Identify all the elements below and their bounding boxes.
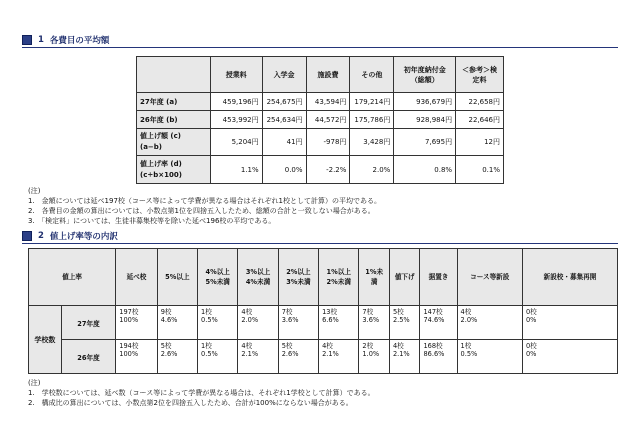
average-fees-table (136, 56, 504, 184)
increase-breakdown-table (28, 248, 618, 374)
count: 4校 (241, 308, 253, 316)
section-marker-icon (22, 231, 32, 241)
table2-header: 3%以上4%未満 (238, 249, 278, 306)
table-cell (522, 306, 617, 340)
table-cell: 2.0% (350, 156, 394, 184)
note-line: (注) (28, 379, 41, 387)
table1-header-admission: 入学金 (262, 57, 306, 93)
table-cell: 22,646円 (456, 111, 504, 129)
count: 9校 (160, 308, 172, 316)
count: 1校 (201, 308, 212, 316)
percent: 2.1% (241, 350, 259, 358)
table-cell (238, 340, 278, 374)
table2-row-group: 学校数 (29, 306, 62, 374)
count: 4校 (322, 342, 333, 350)
percent: 0.5% (201, 350, 218, 358)
count: 5校 (160, 342, 172, 350)
table-cell: 3,428円 (350, 129, 394, 156)
table-cell (319, 340, 359, 374)
percent: 2.0% (241, 316, 259, 324)
count: 197校 (119, 308, 139, 316)
table-cell: 254,675円 (262, 93, 306, 111)
note-line: 1. 学校数については、延べ数（コース等によって学費が異なる場合は、それぞれ1学校として計算）である。 (28, 389, 375, 397)
percent: 2.1% (392, 350, 410, 358)
percent: 1.0% (362, 350, 380, 358)
table1-corner (137, 57, 211, 93)
count: 5校 (392, 308, 404, 316)
count: 194校 (119, 342, 139, 350)
percent: 2.1% (322, 350, 339, 358)
count: 1校 (460, 342, 472, 350)
table2-header: コース等新設 (457, 249, 522, 306)
section-marker-icon (22, 35, 32, 45)
table1-header-exam-fee: ＜参考＞検定料 (456, 57, 504, 93)
table2-row-label: 26年度 (61, 340, 116, 374)
table-cell (389, 340, 420, 374)
percent: 2.6% (160, 350, 178, 358)
table-cell: 928,984円 (394, 111, 456, 129)
table1-header-tuition: 授業料 (210, 57, 262, 93)
table2-header: 2%以上3%未満 (278, 249, 318, 306)
section2-title: 値上げ率等の内訳 (49, 232, 118, 242)
table-cell (198, 306, 238, 340)
count: 168校 (423, 342, 443, 350)
table2-corner: 値上率 (29, 249, 116, 306)
percent: 2.5% (392, 316, 410, 324)
count: 4校 (392, 342, 404, 350)
table-cell (457, 340, 522, 374)
count: 0校 (525, 342, 537, 350)
table-cell (116, 340, 157, 374)
table-cell: 12円 (456, 129, 504, 156)
table-cell: 7,695円 (394, 129, 456, 156)
count: 7校 (362, 308, 374, 316)
table-cell: 1.1% (210, 156, 262, 184)
table1-row-label: 値上げ率 (d) (c÷b×100) (137, 156, 211, 184)
percent: 0.5% (201, 316, 218, 324)
count: 4校 (241, 342, 253, 350)
table-cell: 936,679円 (394, 93, 456, 111)
percent: 100% (119, 350, 139, 358)
table2-header: 5%以上 (157, 249, 197, 306)
table-cell (420, 306, 457, 340)
table-cell: 0.1% (456, 156, 504, 184)
table-cell: 44,572円 (306, 111, 350, 129)
table1-header-facility: 施設費 (306, 57, 350, 93)
table-cell: 0.8% (394, 156, 456, 184)
table-cell (359, 306, 390, 340)
table-cell (420, 340, 457, 374)
note-line: (注) (28, 187, 41, 195)
table-cell (522, 340, 617, 374)
section1-heading (22, 34, 109, 46)
note-line: 3. 「検定料」については、生徒非募集校等を除いた延べ196校の平均である。 (28, 217, 276, 225)
percent: 74.6% (423, 316, 445, 324)
percent: 0.5% (460, 350, 478, 358)
table-cell (359, 340, 390, 374)
table-cell (389, 306, 420, 340)
table-cell (238, 306, 278, 340)
table-cell: 5,204円 (210, 129, 262, 156)
percent: 100% (119, 316, 139, 324)
note-line: 2. 各費目の金額の算出については、小数点第1位を四捨五入したため、総額の合計と一致しない場合がある。 (28, 207, 375, 215)
count: 5校 (281, 342, 293, 350)
table-cell: 459,196円 (210, 93, 262, 111)
count: 13校 (322, 308, 338, 316)
table-cell: 41円 (262, 129, 306, 156)
table-cell: 254,634円 (262, 111, 306, 129)
count: 1校 (201, 342, 212, 350)
table2-header: 新設校・募集再開 (522, 249, 617, 306)
percent: 86.6% (423, 350, 445, 358)
table-cell: -978円 (306, 129, 350, 156)
section2-divider (22, 243, 618, 244)
percent: 0% (525, 316, 537, 324)
table-cell (198, 340, 238, 374)
count: 7校 (281, 308, 293, 316)
count: 0校 (525, 308, 537, 316)
table1-row-label: 値上げ額 (c) (a−b) (137, 129, 211, 156)
section1-number: 1 (38, 35, 44, 45)
note-line: 2. 構成比の算出については、小数点第2位を四捨五入したため、合計が100%にならない場合がある。 (28, 399, 353, 407)
table2-header: 1%以上2%未満 (319, 249, 359, 306)
table2-header: 値下げ (389, 249, 420, 306)
count: 147校 (423, 308, 443, 316)
table2-row-label: 27年度 (61, 306, 116, 340)
percent: 2.6% (281, 350, 299, 358)
section2-notes (28, 378, 375, 408)
section2-number: 2 (38, 231, 44, 241)
table-cell (157, 340, 197, 374)
table1-row-label: 27年度 (a) (137, 93, 211, 111)
table2-header: 据置き (420, 249, 457, 306)
table-cell: 175,786円 (350, 111, 394, 129)
table-cell: 453,992円 (210, 111, 262, 129)
percent: 2.0% (460, 316, 478, 324)
table-cell: -2.2% (306, 156, 350, 184)
table2-header: 1%未満 (359, 249, 390, 306)
table1-header-first-year-total: 初年度納付金（総額） (394, 57, 456, 93)
percent: 6.6% (322, 316, 339, 324)
percent: 0% (525, 350, 537, 358)
table1-row-label: 26年度 (b) (137, 111, 211, 129)
table-cell: 0.0% (262, 156, 306, 184)
table-cell: 179,214円 (350, 93, 394, 111)
percent: 3.6% (362, 316, 380, 324)
table-cell (278, 306, 318, 340)
section1-notes (28, 186, 381, 226)
table-cell (319, 306, 359, 340)
count: 2校 (362, 342, 374, 350)
section2-heading (22, 230, 118, 242)
percent: 3.6% (281, 316, 299, 324)
table-cell: 43,594円 (306, 93, 350, 111)
section1-title: 各費目の平均額 (49, 36, 110, 46)
table-cell (457, 306, 522, 340)
table1-header-other: その他 (350, 57, 394, 93)
table-cell: 22,658円 (456, 93, 504, 111)
count: 4校 (460, 308, 472, 316)
section1-divider (22, 47, 618, 48)
table2-header: 4%以上5%未満 (198, 249, 238, 306)
percent: 4.6% (160, 316, 178, 324)
table-cell (116, 306, 157, 340)
note-line: 1. 金額については延べ197校（コース等によって学費が異なる場合はそれぞれ1校として計算）の平均である。 (28, 197, 382, 205)
table-cell (157, 306, 197, 340)
table2-header: 延べ校 (116, 249, 157, 306)
table-cell (278, 340, 318, 374)
